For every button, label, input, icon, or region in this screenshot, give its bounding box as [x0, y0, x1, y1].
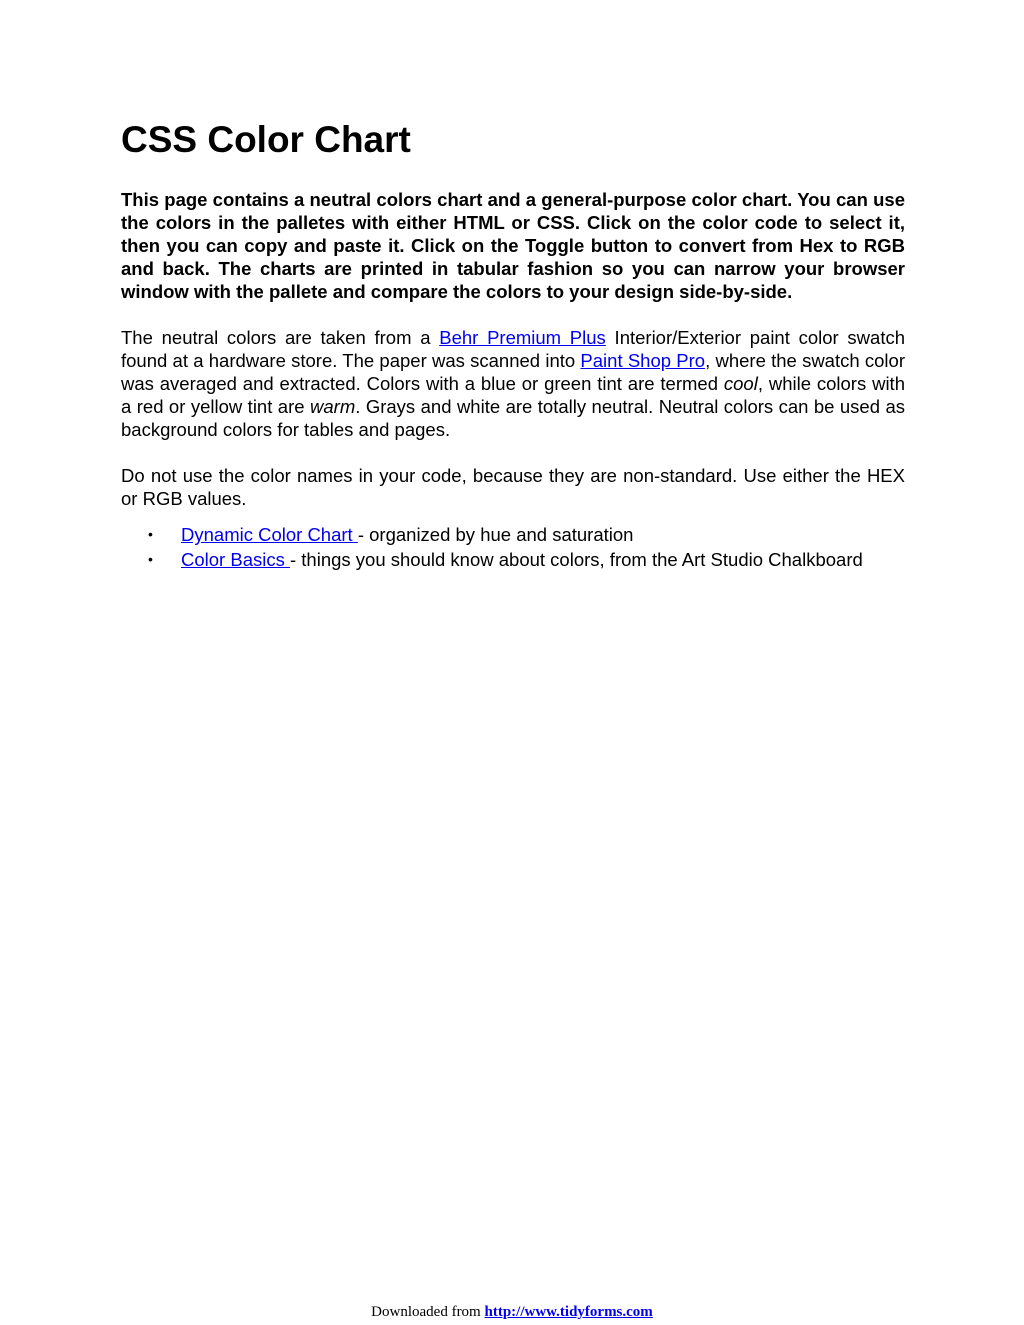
warm-term: warm	[310, 396, 356, 418]
neutral-text-2: Interior/Exterior paint color swatch found at a hardware store. The paper was scanned into	[121, 327, 906, 372]
neutral-text-3: , where the swatch color was averaged and extracted. Colors with a blue or green tint are termed	[121, 350, 905, 395]
related-links-list	[121, 523, 905, 571]
dynamic-color-chart-description: - organized by hue and saturation	[357, 524, 634, 546]
list-item-color-basics	[121, 548, 905, 571]
neutral-text-1: The neutral colors are taken from a	[121, 327, 440, 349]
color-basics-link[interactable]: Color Basics	[181, 549, 290, 571]
cool-term: cool	[723, 373, 758, 395]
neutral-text-4: , while colors with a red or yellow tint are	[121, 373, 905, 418]
paint-shop-pro-link[interactable]: Paint Shop Pro	[580, 350, 706, 372]
footer-link[interactable]: http://www.tidyforms.com	[484, 1304, 653, 1320]
behr-premium-plus-link[interactable]: Behr Premium Plus	[439, 327, 606, 349]
neutral-colors-paragraph	[121, 326, 905, 441]
neutral-text-5: . Grays and white are totally neutral. Neutral colors can be used as background colors for tables and pages.	[121, 396, 905, 441]
dynamic-color-chart-link[interactable]: Dynamic Color Chart	[181, 524, 358, 546]
footer-text: Downloaded from	[371, 1304, 485, 1320]
list-item-dynamic-color-chart	[121, 523, 905, 546]
color-basics-description: - things you should know about colors, from the Art Studio Chalkboard	[289, 549, 863, 571]
document-page	[121, 118, 905, 573]
bullet-icon: •	[148, 526, 153, 543]
color-names-paragraph: Do not use the color names in your code, because they are non-standard. Use either the HEX or RGB values.	[121, 465, 905, 510]
intro-paragraph: This page contains a neutral colors chart and a general-purpose color chart. You can use the colors in the palletes with either HTML or CSS. Click on the color code to select it, then you can copy and paste it. Click on the Toggle button to convert from Hex to RGB and back. The charts are printed in tabular fashion so you can narrow your browser window with the pallete and compare the colors to your design side-by-side.	[121, 189, 905, 303]
page-title: CSS Color Chart	[121, 119, 411, 160]
footer	[0, 1304, 1024, 1321]
bullet-icon: •	[148, 551, 153, 568]
